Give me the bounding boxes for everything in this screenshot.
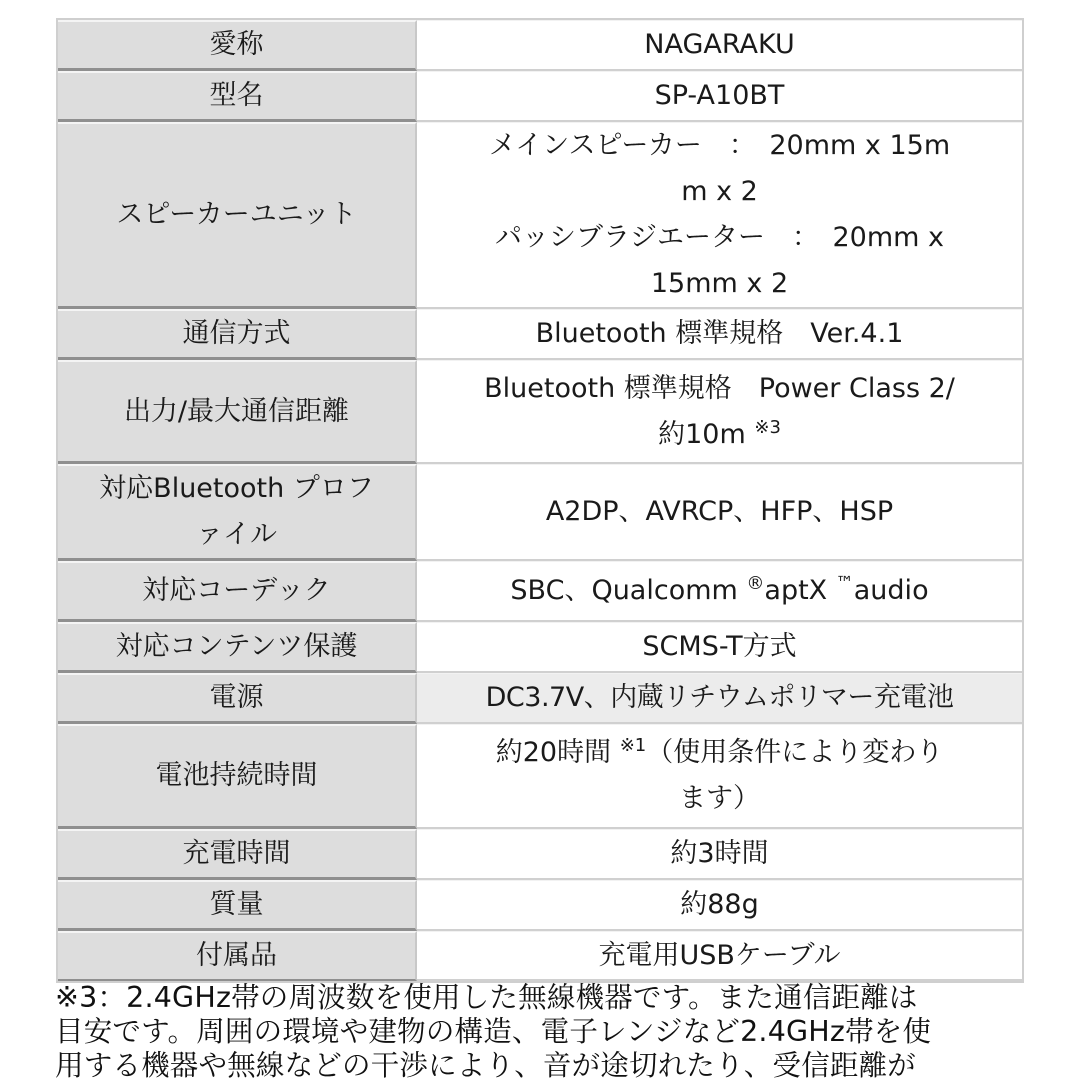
trademark-mark: ™ bbox=[835, 573, 854, 594]
value-charge-time: 約3時間 bbox=[417, 829, 1022, 880]
value-line: Bluetooth 標準規格 Power Class 2/ bbox=[484, 372, 955, 404]
note-line: 用する機器や無線などの干渉により、音が途切れたり、受信距離が bbox=[55, 1049, 917, 1082]
table-row-charge-time bbox=[58, 829, 1022, 880]
label-codec: 対応コーデック bbox=[58, 561, 417, 622]
label-nickname: 愛称 bbox=[58, 20, 417, 71]
value-line: メインスピーカー ： 20mm x 15m bbox=[488, 130, 951, 161]
table-row-codec bbox=[58, 561, 1022, 622]
value-speaker-unit bbox=[417, 122, 1022, 309]
note-line: 目安です。周囲の環境や建物の構造、電子レンジなど2.4GHz帯を使 bbox=[55, 1015, 932, 1048]
table-row-power bbox=[58, 673, 1022, 724]
label-line: ァイル bbox=[196, 519, 277, 550]
value-line: ます） bbox=[679, 783, 760, 814]
label-line: 対応Bluetooth プロフ bbox=[99, 473, 374, 504]
value-content-protection: SCMS-T方式 bbox=[417, 622, 1022, 673]
value-profiles: A2DP、AVRCP、HFP、HSP bbox=[417, 464, 1022, 561]
value-nickname: NAGARAKU bbox=[417, 20, 1022, 71]
label-charge-time: 充電時間 bbox=[58, 829, 417, 880]
label-weight: 質量 bbox=[58, 880, 417, 931]
value-weight: 約88g bbox=[417, 880, 1022, 931]
table-row-nickname bbox=[58, 20, 1022, 71]
footnote-text bbox=[55, 981, 1035, 1083]
note-line: ※3：2.4GHz帯の周波数を使用した無線機器です。また通信距離は bbox=[55, 981, 918, 1014]
value-model: SP-A10BT bbox=[417, 71, 1022, 122]
table-row-model bbox=[58, 71, 1022, 122]
label-model: 型名 bbox=[58, 71, 417, 122]
value-codec bbox=[417, 561, 1022, 622]
registered-mark: ® bbox=[746, 573, 765, 594]
table-row-weight bbox=[58, 880, 1022, 931]
table-row-speaker-unit bbox=[58, 122, 1022, 309]
value-battery-life bbox=[417, 724, 1022, 829]
value-output-range bbox=[417, 360, 1022, 464]
label-accessories: 付属品 bbox=[58, 931, 417, 981]
value-line: 15mm x 2 bbox=[650, 268, 789, 299]
label-power: 電源 bbox=[58, 673, 417, 724]
value-line: パッシブラジエーター ： 20mm x bbox=[494, 222, 945, 253]
table-row-output-range bbox=[58, 360, 1022, 464]
value-text: SBC、Qualcomm bbox=[510, 575, 747, 606]
value-text: 約10m bbox=[658, 418, 746, 450]
footnote-ref: ※1 bbox=[619, 735, 647, 756]
table-row-communication bbox=[58, 309, 1022, 360]
table-row-profiles bbox=[58, 464, 1022, 561]
value-line: m x 2 bbox=[681, 176, 758, 207]
value-line bbox=[423, 730, 1016, 776]
table-row-accessories bbox=[58, 931, 1022, 981]
label-profiles bbox=[58, 464, 417, 561]
value-accessories: 充電用USBケーブル bbox=[417, 931, 1022, 981]
value-text: （使用条件により変わり bbox=[646, 737, 944, 768]
value-text: aptX bbox=[764, 575, 836, 606]
value-line bbox=[423, 412, 1016, 458]
label-content-protection: 対応コンテンツ保護 bbox=[58, 622, 417, 673]
table-row-battery-life bbox=[58, 724, 1022, 829]
footnote-ref: ※3 bbox=[754, 416, 781, 438]
label-battery-life: 電池持続時間 bbox=[58, 724, 417, 829]
value-communication: Bluetooth 標準規格 Ver.4.1 bbox=[417, 309, 1022, 360]
value-text: 約20時間 bbox=[495, 737, 620, 768]
label-output-range: 出力/最大通信距離 bbox=[58, 360, 417, 464]
value-power: DC3.7V、内蔵リチウムポリマー充電池 bbox=[417, 673, 1022, 724]
label-communication: 通信方式 bbox=[58, 309, 417, 360]
label-speaker-unit: スピーカーユニット bbox=[58, 122, 417, 309]
table-row-content-protection bbox=[58, 622, 1022, 673]
spec-table bbox=[56, 18, 1024, 983]
value-text: audio bbox=[853, 575, 929, 606]
